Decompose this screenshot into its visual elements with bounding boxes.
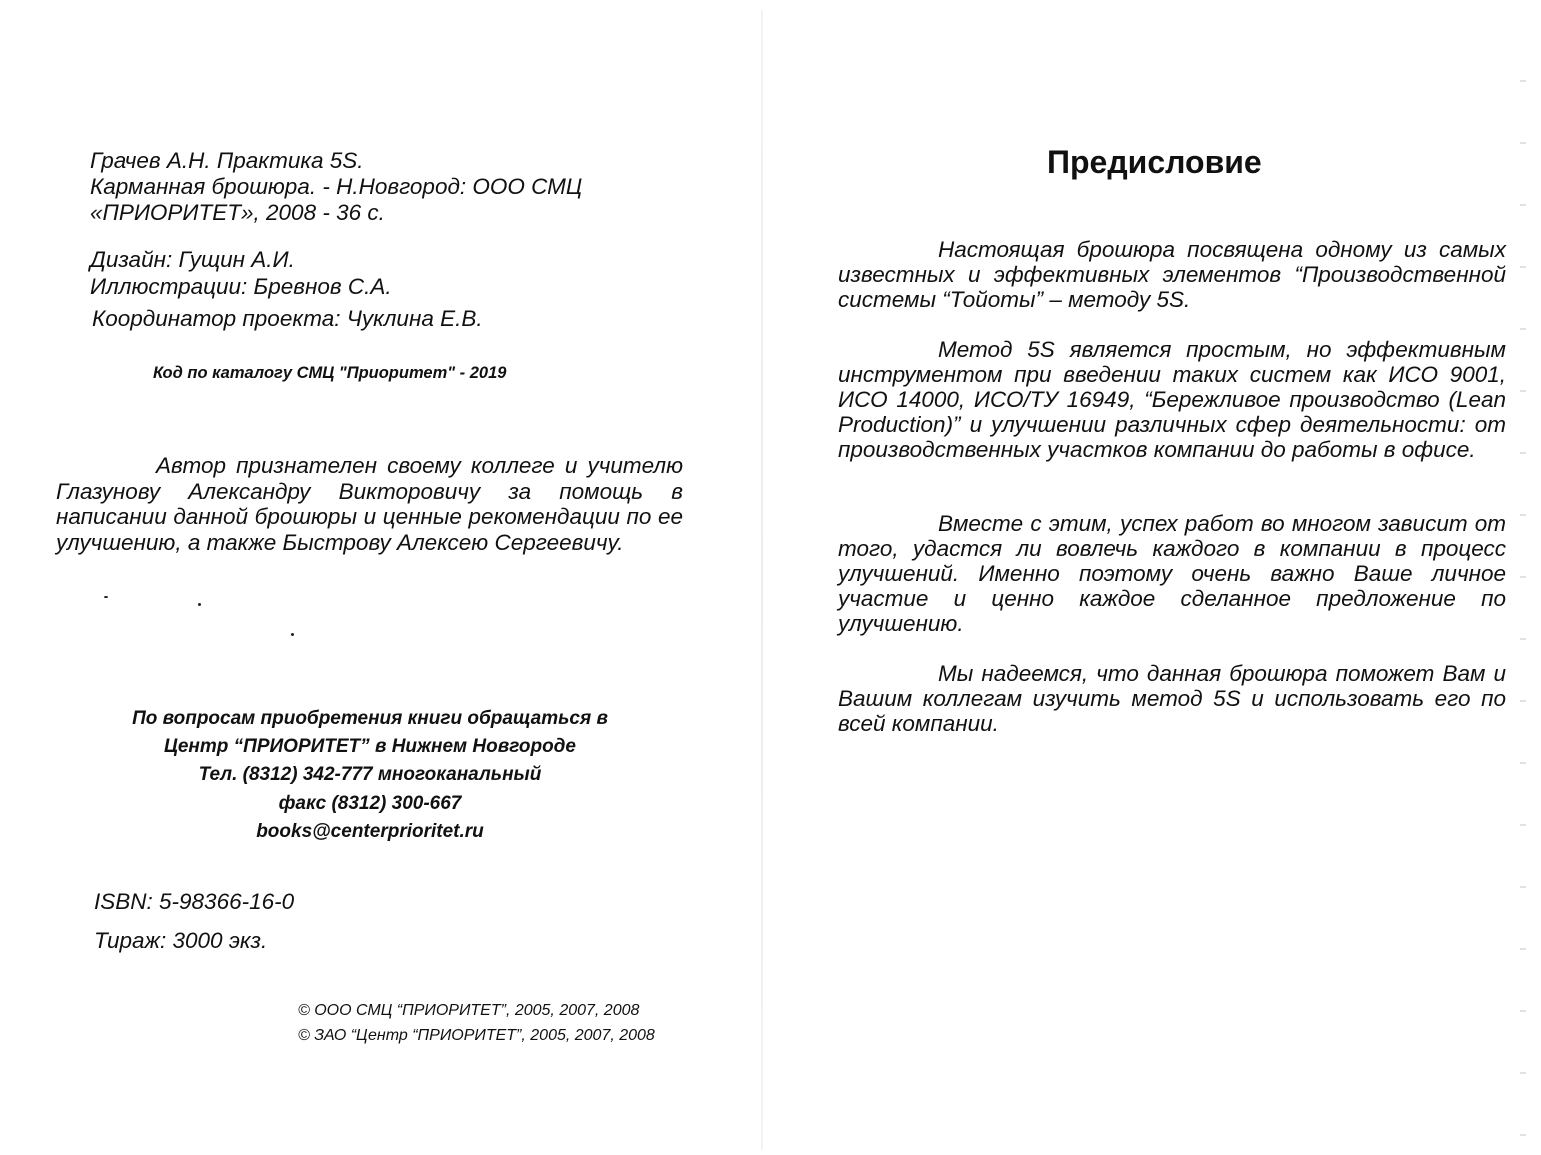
purchase-line: По вопросам приобретения книги обращаться в	[132, 708, 608, 729]
copyright-line: © ООО СМЦ “ПРИОРИТЕТ”, 2005, 2007, 2008	[298, 1002, 640, 1019]
acknowledgement	[56, 453, 683, 555]
phone-line: Тел. (8312) 342-777 многоканальный	[198, 764, 542, 786]
speck	[291, 633, 294, 636]
fax-line: факс (8312) 300-667	[278, 792, 462, 814]
purchase-line: Центр “ПРИОРИТЕТ” в Нижнем Новгороде	[163, 736, 576, 758]
bibliographic-record	[90, 148, 582, 226]
page-title: Предисловие	[1047, 144, 1262, 180]
catalog-code: Код по каталогу СМЦ "Приоритет" - 2019	[153, 364, 507, 382]
illustrations-credit: Иллюстрации: Бревнов С.А.	[90, 274, 392, 299]
purchase-info	[60, 705, 680, 846]
paragraph-text: Метод 5S является простым, но эффективным инструментом при введении таких систем как ИСО 9001, ИСО 14000, ИСО/ТУ 16949, “Бережливое производство (Lean Production)” и улучшении различных сфер деятельности: от производственных участков компании до работы в офисе.	[838, 337, 1506, 462]
biblio-line: Карманная брошюра. - Н.Новгород: ООО СМЦ	[90, 174, 583, 199]
design-credit: Дизайн: Гущин А.И.	[90, 247, 295, 272]
acknowledgement-text: Автор признателен своему коллеге и учителю Глазунову Александру Викторовичу за помощь в написании данной брошюры и ценные рекомендации по ее улучшению, а также Быстрову Алексею Сергеевичу.	[56, 453, 683, 555]
copyright-notice	[298, 998, 708, 1048]
email-line: books@centerprioritet.ru	[256, 820, 484, 842]
paragraph	[838, 337, 1506, 462]
coordinator-credit: Координатор проекта: Чуклина Е.В.	[92, 306, 483, 331]
paragraph	[838, 511, 1506, 636]
speck	[198, 603, 201, 606]
biblio-line: «ПРИОРИТЕТ», 2008 - 36 с.	[90, 200, 385, 225]
isbn: ISBN: 5-98366-16-0	[94, 889, 295, 914]
print-run: Тираж: 3000 экз.	[94, 928, 268, 953]
biblio-line: Грачев А.Н. Практика 5S.	[90, 148, 364, 173]
paragraph	[838, 661, 1506, 736]
credits	[90, 246, 392, 300]
left-page	[0, 0, 762, 1155]
paragraph	[838, 237, 1506, 312]
paragraph-text: Настоящая брошюра посвящена одному из самых известных и эффективных элементов “Производственной системы “Тойоты” – методу 5S.	[838, 237, 1506, 312]
paragraph-text: Мы надеемся, что данная брошюра поможет Вам и Вашим коллегам изучить метод 5S и использовать его по всей компании.	[838, 661, 1506, 736]
speck	[104, 596, 108, 598]
paragraph-text: Вместе с этим, успех работ во многом зависит от того, удастся ли вовлечь каждого в компании в процесс улучшений. Именно поэтому очень важно Ваше личное участие и ценно каждое сделанное предложение по улучшению.	[838, 511, 1506, 636]
copyright-line: © ЗАО “Центр “ПРИОРИТЕТ”, 2005, 2007, 2008	[298, 1027, 655, 1044]
